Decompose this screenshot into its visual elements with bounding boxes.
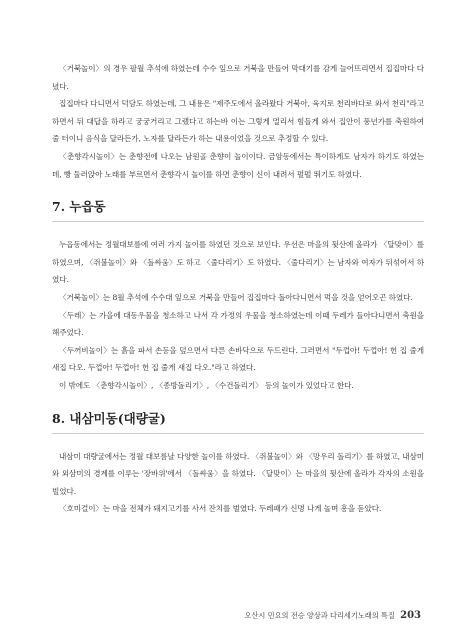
section-heading: 7. 누읍동 (52, 199, 424, 222)
page-footer (121, 610, 421, 621)
section-heading: 8. 내삼미동(대량굴) (52, 411, 424, 434)
page-body (52, 60, 424, 518)
section-7 (52, 199, 424, 394)
paragraph: 〈두꺼비놀이〉는 흙을 파서 손등을 덮으면서 다른 손바닥으로 두드린다. 그러면서 "두껍아! 두껍아! 헌 집 줄게 새집 다오. 두껍아! 두껍아! 헌 집 줄게 새집 다오."라고 하였다. (52, 345, 424, 373)
section-intro (52, 60, 424, 183)
paragraph: 〈춘향각시놀이〉는 춘향전에 나오는 남원골 춘향이 놀이이다. 금암동에서는 특이하게도 남자가 하기도 하였는데, 빵 둘러앉아 노래를 부르면서 춘향각시 놀이를 하면 춘향이 신이 내려서 펄펄 뛰기도 하였다. (52, 151, 424, 179)
paragraph: 누읍동에서는 정월대보름에 여러 가지 놀이를 하였던 것으로 보인다. 우선은 마을의 뒷산에 올라가 〈달맞이〉를 하였으며, 〈쥐불놀이〉와 〈돌싸움〉도 하고 〈줄다리기〉도 하였다. 〈줄다리기〉는 남자와 여자가 뒤섞어서 하였다. (52, 240, 424, 285)
paragraph: 이 밖에도 〈춘향각시놀이〉, 〈종방돌리기〉, 〈수건돌리기〉 등의 놀이가 있었다고 한다. (59, 380, 354, 390)
paragraph: 〈거북놀이〉는 8월 추석에 수수대 잎으로 거북을 만들어 집집마다 돌아다니면서 먹을 것을 얻어오곤 하였다. (59, 292, 413, 302)
section-8 (52, 411, 424, 518)
paragraph: 〈거북놀이〉의 경우 팔월 추석에 하였는데 수수 잎으로 거북을 만들어 막대기를 감게 늘어뜨리면서 집집마다 다녔다. (52, 64, 424, 91)
paragraph: 내삼미 대량굴에서는 정월 대보름날 다양한 놀이를 하였다. 〈쥐불놀이〉와 〈망우리 돌리기〉를 하였고, 내삼미와 외삼미의 경계를 이루는 '장바위'에서 〈돌싸움〉을 하였다. 〈달맞이〉는 마을의 뒷산에 올라가 각자의 소원을 빌었다. (52, 451, 424, 496)
running-title: 오산시 민요의 전승 양상과 다리세기노래의 특질 (244, 611, 395, 620)
paragraph: 〈두레〉는 가을에 대동우물을 청소하고 나서 각 가정의 우물을 청소하였는데 이때 두레가 들아다니면서 축원을 해주었다. (52, 310, 424, 338)
page-number: 203 (400, 610, 421, 621)
paragraph: 집집마다 다니면서 덕담도 하였는데, 그 내용은 "제주도에서 올라왔다 거북아, 육지로 천리바다로 와서 천리"라고 하면서 뒤 대답을 하라고 궁궁거리고 그랬다고 하는바 이는 그렇게 멀리서 힘들게 와서 집안이 풍년가를 축원하여줄 터이니 음식을 달라든가, 노자를 달라든가 하는 내용이었을 것으로 추정할 수 있다. (52, 99, 424, 144)
paragraph: 〈호미걸이〉는 마을 전체가 돼지고기를 사서 잔치를 벌였다. 두레패가 신명 나게 놀며 흥을 돋았다. (59, 504, 382, 514)
